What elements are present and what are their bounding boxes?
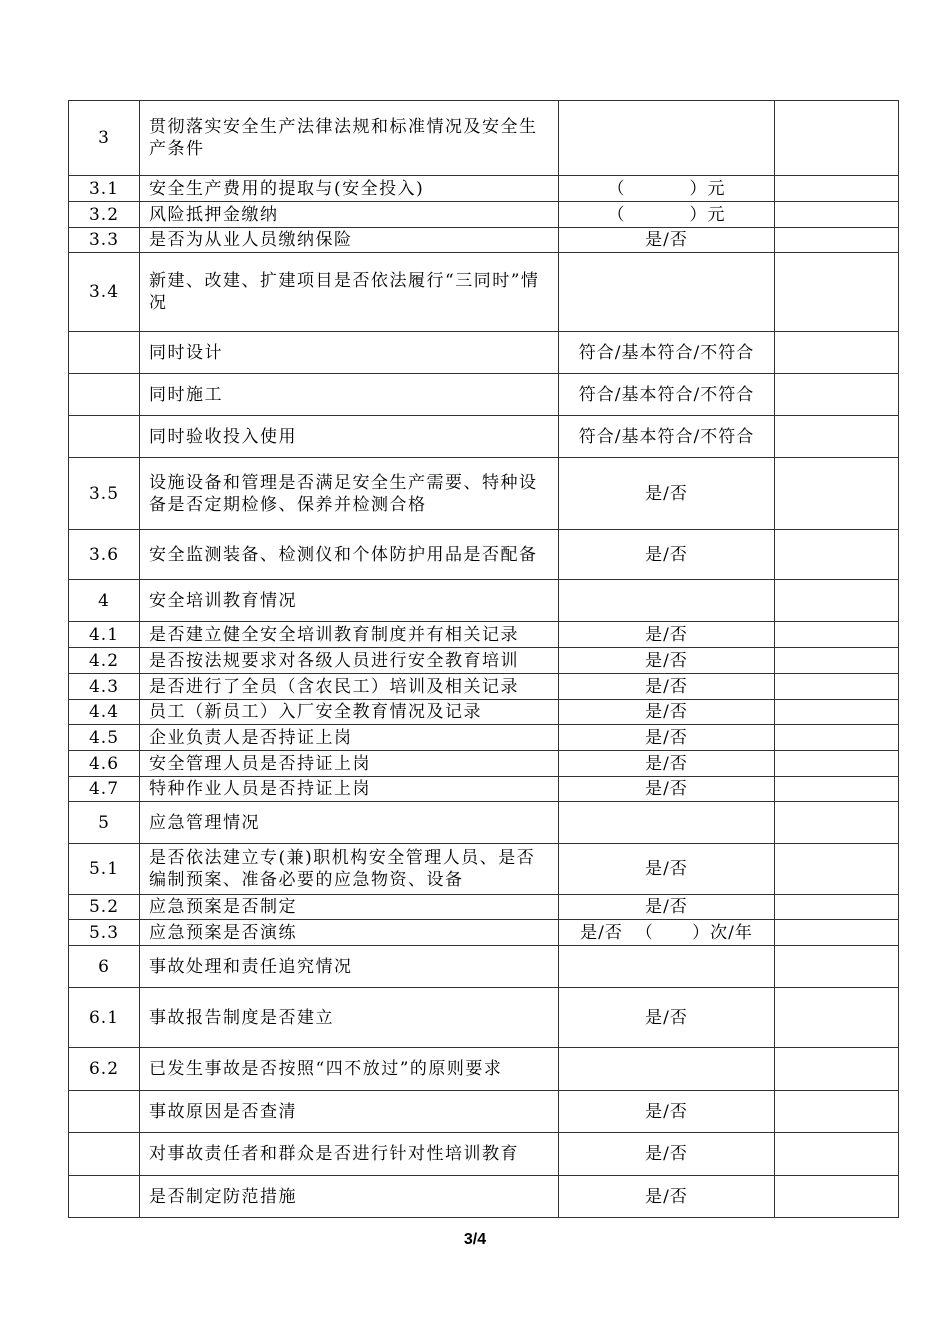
item-result: 是/否 [559, 1176, 775, 1218]
item-description: 是否制定防范措施 [140, 1176, 559, 1218]
item-remark [775, 1176, 899, 1218]
item-number: 6 [69, 946, 140, 988]
item-remark [775, 176, 899, 202]
item-remark [775, 580, 899, 622]
item-description: 事故处理和责任追究情况 [140, 946, 559, 988]
table-row [69, 1176, 899, 1218]
table-row [69, 777, 899, 802]
item-number: 5.2 [69, 895, 140, 920]
table-row [69, 751, 899, 777]
item-result: 是/否 [559, 895, 775, 920]
item-result [559, 802, 775, 844]
item-number [69, 416, 140, 458]
item-remark [775, 228, 899, 253]
item-remark [775, 101, 899, 176]
item-number: 4.4 [69, 700, 140, 725]
item-remark [775, 416, 899, 458]
inspection-table-body [69, 101, 899, 1218]
page-separator: / [472, 1231, 478, 1248]
item-result: 符合/基本符合/不符合 [559, 416, 775, 458]
item-number: 3.1 [69, 176, 140, 202]
item-description: 新建、改建、扩建项目是否依法履行“三同时”情况 [140, 253, 559, 332]
table-row [69, 622, 899, 648]
item-number: 3.6 [69, 530, 140, 580]
item-remark [775, 1048, 899, 1091]
item-remark [775, 1091, 899, 1133]
item-number [69, 1176, 140, 1218]
item-result: 是/否 [559, 988, 775, 1048]
item-remark [775, 530, 899, 580]
item-number: 3.4 [69, 253, 140, 332]
item-number: 4.6 [69, 751, 140, 777]
item-description: 应急预案是否演练 [140, 920, 559, 946]
table-row [69, 802, 899, 844]
item-result: （ ）元 [559, 202, 775, 228]
item-remark [775, 920, 899, 946]
item-remark [775, 458, 899, 530]
item-number: 4.2 [69, 648, 140, 674]
item-description: 安全管理人员是否持证上岗 [140, 751, 559, 777]
item-number: 4.3 [69, 674, 140, 700]
item-remark [775, 674, 899, 700]
page-number [0, 1231, 950, 1249]
item-result: 是/否 [559, 700, 775, 725]
item-number: 3.3 [69, 228, 140, 253]
item-number: 4.1 [69, 622, 140, 648]
item-remark [775, 622, 899, 648]
item-number [69, 332, 140, 374]
table-row [69, 228, 899, 253]
table-row [69, 1133, 899, 1176]
item-number [69, 374, 140, 416]
table-row [69, 530, 899, 580]
item-result: 是/否 [559, 751, 775, 777]
table-row [69, 101, 899, 176]
item-result [559, 946, 775, 988]
table-row [69, 946, 899, 988]
table-row [69, 648, 899, 674]
item-result: 是/否 [559, 1091, 775, 1133]
item-result: 是/否 [559, 844, 775, 895]
table-row [69, 458, 899, 530]
item-remark [775, 777, 899, 802]
item-description: 安全生产费用的提取与(安全投入) [140, 176, 559, 202]
page-current: 3 [463, 1231, 473, 1248]
item-result: 是/否 [559, 777, 775, 802]
item-number: 5 [69, 802, 140, 844]
table-row [69, 580, 899, 622]
table-row [69, 920, 899, 946]
item-description: 员工（新员工）入厂安全教育情况及记录 [140, 700, 559, 725]
page-total: 4 [477, 1231, 487, 1248]
item-result: 是/否 [559, 1133, 775, 1176]
item-description: 同时设计 [140, 332, 559, 374]
item-description: 应急预案是否制定 [140, 895, 559, 920]
item-number: 3.5 [69, 458, 140, 530]
item-remark [775, 751, 899, 777]
item-result [559, 580, 775, 622]
table-row [69, 844, 899, 895]
item-remark [775, 725, 899, 751]
item-number: 4.5 [69, 725, 140, 751]
item-result: 是/否 [559, 458, 775, 530]
item-result: 是/否 [559, 674, 775, 700]
table-row [69, 416, 899, 458]
item-description: 安全监测装备、检测仪和个体防护用品是否配备 [140, 530, 559, 580]
inspection-table [68, 100, 899, 1218]
item-remark [775, 946, 899, 988]
item-result: （ ）元 [559, 176, 775, 202]
item-remark [775, 253, 899, 332]
item-number: 4 [69, 580, 140, 622]
table-row [69, 202, 899, 228]
item-description: 贯彻落实安全生产法律法规和标准情况及安全生产条件 [140, 101, 559, 176]
item-remark [775, 1133, 899, 1176]
item-description: 特种作业人员是否持证上岗 [140, 777, 559, 802]
item-description: 对事故责任者和群众是否进行针对性培训教育 [140, 1133, 559, 1176]
item-remark [775, 700, 899, 725]
item-result [559, 253, 775, 332]
table-row [69, 1091, 899, 1133]
item-description: 风险抵押金缴纳 [140, 202, 559, 228]
item-remark [775, 895, 899, 920]
item-description: 是否进行了全员（含农民工）培训及相关记录 [140, 674, 559, 700]
table-row [69, 895, 899, 920]
item-number: 4.7 [69, 777, 140, 802]
item-remark [775, 202, 899, 228]
item-number [69, 1091, 140, 1133]
item-remark [775, 374, 899, 416]
table-row [69, 700, 899, 725]
item-number [69, 1133, 140, 1176]
item-result [559, 1048, 775, 1091]
item-remark [775, 648, 899, 674]
item-description: 事故原因是否查清 [140, 1091, 559, 1133]
item-description: 安全培训教育情况 [140, 580, 559, 622]
item-result: 是/否 [559, 622, 775, 648]
item-number: 5.1 [69, 844, 140, 895]
table-row [69, 332, 899, 374]
item-remark [775, 802, 899, 844]
item-description: 是否建立健全安全培训教育制度并有相关记录 [140, 622, 559, 648]
item-result: 符合/基本符合/不符合 [559, 374, 775, 416]
item-remark [775, 844, 899, 895]
item-number: 3.2 [69, 202, 140, 228]
item-remark [775, 988, 899, 1048]
item-description: 企业负责人是否持证上岗 [140, 725, 559, 751]
item-number: 3 [69, 101, 140, 176]
item-result: 是/否 [559, 648, 775, 674]
item-result [559, 101, 775, 176]
item-number: 6.2 [69, 1048, 140, 1091]
item-remark [775, 332, 899, 374]
item-description: 同时施工 [140, 374, 559, 416]
table-row [69, 374, 899, 416]
table-row [69, 674, 899, 700]
table-row [69, 1048, 899, 1091]
item-number: 5.3 [69, 920, 140, 946]
item-number: 6.1 [69, 988, 140, 1048]
table-row [69, 988, 899, 1048]
item-result: 是/否 [559, 725, 775, 751]
table-row [69, 176, 899, 202]
table-row [69, 725, 899, 751]
item-result: 是/否 （ ）次/年 [559, 920, 775, 946]
item-description: 同时验收投入使用 [140, 416, 559, 458]
table-row [69, 253, 899, 332]
item-description: 设施设备和管理是否满足安全生产需要、特种设备是否定期检修、保养并检测合格 [140, 458, 559, 530]
item-result: 是/否 [559, 530, 775, 580]
item-result: 符合/基本符合/不符合 [559, 332, 775, 374]
item-description: 事故报告制度是否建立 [140, 988, 559, 1048]
item-description: 已发生事故是否按照“四不放过”的原则要求 [140, 1048, 559, 1091]
item-description: 是否为从业人员缴纳保险 [140, 228, 559, 253]
item-description: 应急管理情况 [140, 802, 559, 844]
item-description: 是否按法规要求对各级人员进行安全教育培训 [140, 648, 559, 674]
item-description: 是否依法建立专(兼)职机构安全管理人员、是否编制预案、准备必要的应急物资、设备 [140, 844, 559, 895]
item-result: 是/否 [559, 228, 775, 253]
